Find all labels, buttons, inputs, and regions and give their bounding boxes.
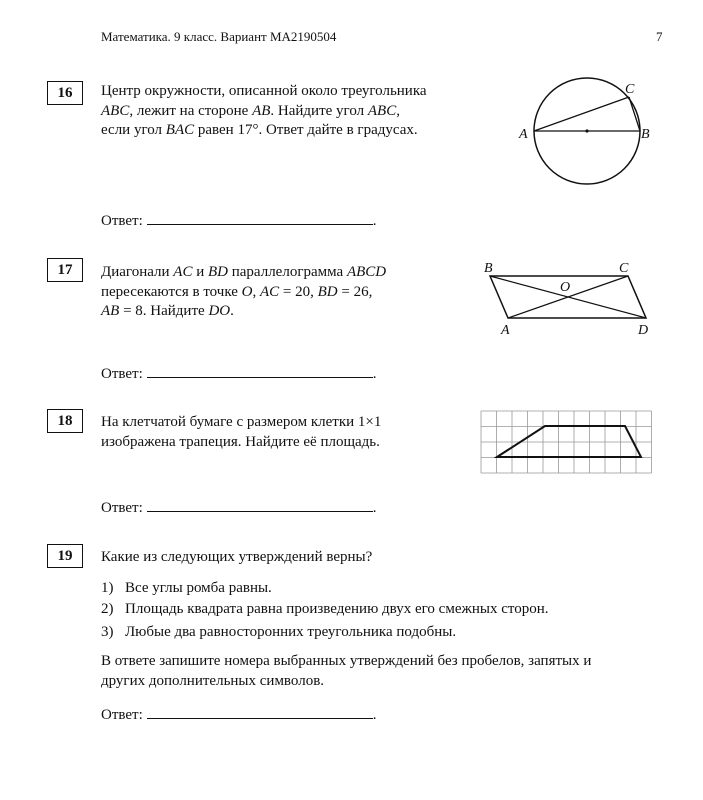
side-ac xyxy=(534,97,629,131)
task-18-answer-field[interactable] xyxy=(147,499,373,512)
circle-center-point xyxy=(585,129,588,132)
task-17-answer: Ответ: . xyxy=(101,366,377,382)
task-19-question: Какие из следующих утверждений верны? xyxy=(101,549,373,565)
fig17-label-d: D xyxy=(638,323,649,338)
task-18-answer: Ответ: . xyxy=(101,500,377,516)
task-17-line-2: пересекаются в точке O, AC = 20, BD = 26, xyxy=(101,283,373,300)
task-19-item-2: 2) Площадь квадрата равна произведению двух его смежных сторон. xyxy=(101,601,549,617)
task-16-line-3: если угол BAC равен 17°. Ответ дайте в градусах. xyxy=(101,122,418,138)
task-19-item-3: 3) Любые два равносторонних треугольника подобны. xyxy=(101,624,457,640)
grid-lines xyxy=(481,411,652,473)
task-17-answer-field[interactable] xyxy=(147,365,373,378)
task-18-line-2: изображена трапеция. Найдите её площадь. xyxy=(101,433,380,450)
task-19-note-line-1: В ответе запишите номера выбранных утверждений без пробелов, запятых и xyxy=(101,653,592,669)
task-17-number: 17 xyxy=(47,258,83,282)
task-19-item-1: 1) Все углы ромба равны. xyxy=(101,580,272,596)
fig16-label-a: A xyxy=(519,127,528,142)
task-17-line-3: AB = 8. Найдите DO. xyxy=(101,303,234,319)
fig17-label-o: O xyxy=(560,280,571,295)
task-16-number: 16 xyxy=(47,81,83,105)
page-number: 7 xyxy=(656,29,663,44)
task-16-circle-figure xyxy=(515,76,665,191)
task-16-answer-field[interactable] xyxy=(147,212,373,225)
task-18-line-1: На клетчатой бумаге с размером клетки 1×1 xyxy=(101,414,382,430)
task-16-answer: Ответ: . xyxy=(101,213,377,229)
fig17-label-a: A xyxy=(501,323,510,338)
task-16-line-2: ABC, лежит на стороне AB. Найдите угол ABC, xyxy=(101,102,400,119)
task-18-text xyxy=(101,413,455,452)
task-18-grid-figure xyxy=(480,409,652,475)
trapezoid xyxy=(497,426,641,457)
task-17-text xyxy=(101,263,455,322)
task-16-line-1: Центр окружности, описанной около треугольника xyxy=(101,83,427,99)
header-title: Математика. 9 класс. Вариант МА2190504 xyxy=(101,29,337,44)
task-17-line-1: Диагонали AC и BD параллелограмма ABCD xyxy=(101,264,387,280)
fig17-label-c: C xyxy=(619,261,629,276)
fig16-label-c: C xyxy=(625,82,635,97)
task-19-note xyxy=(101,652,667,691)
task-16-text xyxy=(101,82,499,141)
task-19-answer: Ответ: . xyxy=(101,707,377,723)
task-18-number: 18 xyxy=(47,409,83,433)
task-17-parallelogram-figure xyxy=(478,258,668,338)
fig17-label-b: B xyxy=(484,261,493,276)
fig16-label-b: B xyxy=(641,127,650,142)
side-cb xyxy=(629,97,640,131)
task-19-number: 19 xyxy=(47,544,83,568)
task-19-note-line-2: других дополнительных символов. xyxy=(101,672,325,689)
task-19-answer-field[interactable] xyxy=(147,706,373,719)
